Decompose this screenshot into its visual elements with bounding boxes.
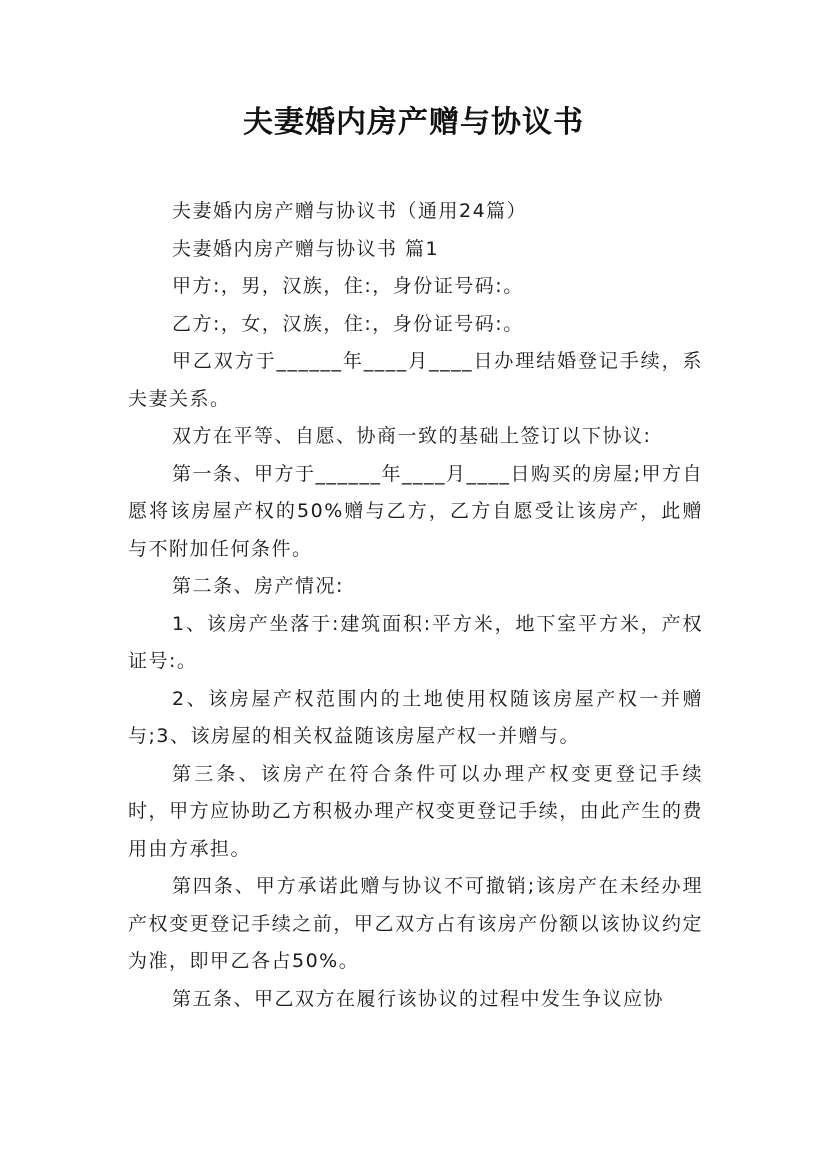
document-title: 夫妻婚内房产赠与协议书 [243, 105, 584, 140]
paragraph-article-5: 第五条、甲乙双方在履行该协议的过程中发生争议应协 [172, 987, 665, 1010]
paragraph-agreement-basis: 双方在平等、自愿、协商一致的基础上签订以下协议: [172, 425, 652, 447]
paragraph-marriage-registration: 甲乙双方于______年____月____日办理结婚登记手续，系夫妻关系。 [128, 350, 703, 410]
paragraph-article-2-item-1: 1、该房产坐落于:建筑面积:平方米，地下室平方米，产权证号:。 [128, 612, 703, 672]
paragraph-subtitle: 夫妻婚内房产赠与协议书（通用24篇） [172, 200, 528, 222]
document-body [128, 193, 703, 1018]
paragraph-article-3: 第三条、该房产在符合条件可以办理产权变更登记手续时，甲方应协助乙方积极办理产权变更登记手续，由此产生的费用由方承担。 [128, 762, 703, 860]
paragraph-article-2-heading: 第二条、房产情况: [172, 575, 344, 597]
paragraph-section-heading: 夫妻婚内房产赠与协议书 篇1 [172, 237, 440, 260]
paragraph-article-1: 第一条、甲方于______年____月____日购买的房屋;甲方自愿将该房屋产权的50%赠与乙方，乙方自愿受让该房产，此赠与不附加任何条件。 [128, 462, 703, 560]
paragraph-article-2-item-2: 2、该房屋产权范围内的土地使用权随该房屋产权一并赠与;3、该房屋的相关权益随该房屋产权一并赠与。 [128, 687, 703, 747]
paragraph-party-b: 乙方:，女，汉族，住:，身份证号码:。 [172, 312, 524, 335]
paragraph-article-4: 第四条、甲方承诺此赠与协议不可撤销;该房产在未经办理产权变更登记手续之前，甲乙双方占有该房产份额以该协议约定为准，即甲乙各占50%。 [128, 875, 703, 972]
paragraph-party-a: 甲方:，男，汉族，住:，身份证号码:。 [172, 275, 524, 297]
